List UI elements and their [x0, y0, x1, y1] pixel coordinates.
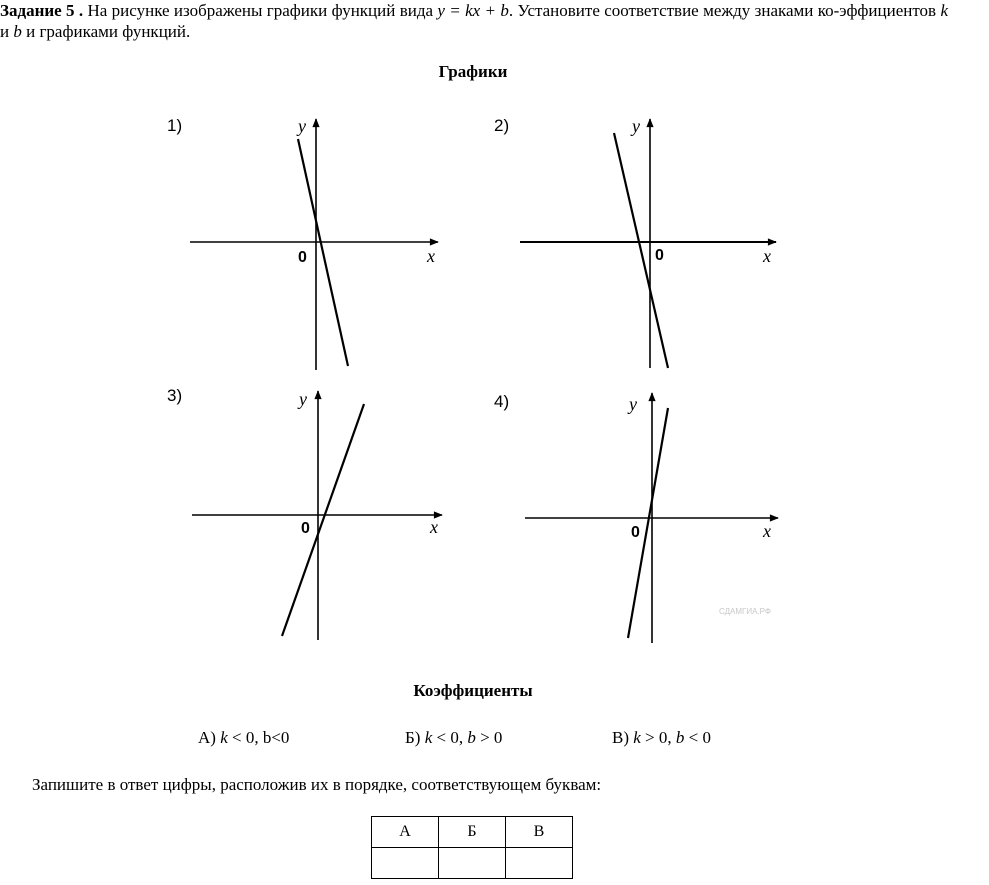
graph-1-y-label: y: [298, 116, 306, 136]
graph-3: [167, 386, 442, 640]
graph-1-origin: 0: [298, 249, 307, 266]
graph-2-label: 2): [494, 116, 510, 135]
answer-cell-v[interactable]: [506, 848, 573, 879]
task-k: k: [940, 1, 948, 20]
graph-1-x-label: x: [427, 246, 435, 266]
graph-3-label: 3): [167, 386, 183, 405]
coefficient-b-rel-2: > 0: [475, 728, 503, 747]
answer-cell-a[interactable]: [372, 848, 439, 879]
coefficient-b-rel-1: < 0,: [432, 728, 468, 747]
graph-2-origin: 0: [655, 247, 664, 264]
graph-1: [167, 116, 438, 370]
coefficient-v-rel-2: < 0: [684, 728, 711, 747]
graph-2-x-label: x: [763, 246, 771, 266]
graph-2: [494, 116, 776, 368]
coefficient-a-letter: А): [198, 728, 216, 747]
graph-4-y-label: y: [629, 394, 637, 414]
coefficient-b-letter: Б): [405, 728, 421, 747]
graph-3-x-label: x: [430, 517, 438, 537]
task-b: b: [13, 22, 22, 41]
graph-1-label: 1): [167, 116, 183, 135]
coefficient-v: [612, 728, 711, 748]
coefficient-v-k: k: [633, 728, 641, 747]
graph-4-line: [628, 408, 668, 638]
graph-4-label: 4): [494, 392, 510, 411]
task-text-2: . Установите соответствие между знаками ко-эффициентов: [508, 1, 941, 20]
task-text-3: и графиками функций.: [21, 22, 191, 41]
coefficients-heading: Коэффициенты: [413, 681, 533, 700]
graph-4: [494, 392, 778, 643]
task-and: и: [0, 22, 14, 41]
answer-header-v: В: [506, 817, 573, 848]
answer-table-answer-row: [372, 848, 573, 879]
instruction: Запишите в ответ цифры, расположив их в порядке, соответствующем буквам:: [32, 775, 602, 794]
coefficient-b-b: b: [467, 728, 476, 747]
coefficient-a-rel-1: < 0,: [227, 728, 263, 747]
graph-4-origin: 0: [631, 524, 640, 541]
graph-3-origin: 0: [301, 520, 310, 537]
coefficient-b-k: k: [424, 728, 433, 747]
answer-table: [371, 816, 573, 879]
answer-header-b: Б: [439, 817, 506, 848]
answer-cell-b[interactable]: [439, 848, 506, 879]
coefficient-a-k: k: [220, 728, 228, 747]
watermark: СДАМГИА.РФ: [719, 607, 771, 616]
graph-3-y-label: y: [299, 389, 307, 409]
graphs-heading: Графики: [438, 62, 508, 81]
task-text-1: На рисунке изображены графики функций вида: [83, 1, 438, 20]
coefficient-a: [198, 728, 289, 748]
coefficient-v-letter: В): [612, 728, 629, 747]
coefficient-a-b: b<0: [262, 728, 290, 747]
graph-3-line: [282, 404, 364, 636]
graph-2-y-label: y: [632, 116, 640, 136]
coefficient-v-b: b: [675, 728, 685, 747]
graph-4-x-label: x: [763, 521, 771, 541]
answer-header-a: А: [372, 817, 439, 848]
task-label: Задание 5 .: [0, 1, 84, 20]
task-formula: y = kx + b: [437, 1, 509, 20]
coefficient-b: [405, 728, 502, 748]
coefficient-v-rel-1: > 0,: [640, 728, 676, 747]
answer-table-header-row: [372, 817, 573, 848]
